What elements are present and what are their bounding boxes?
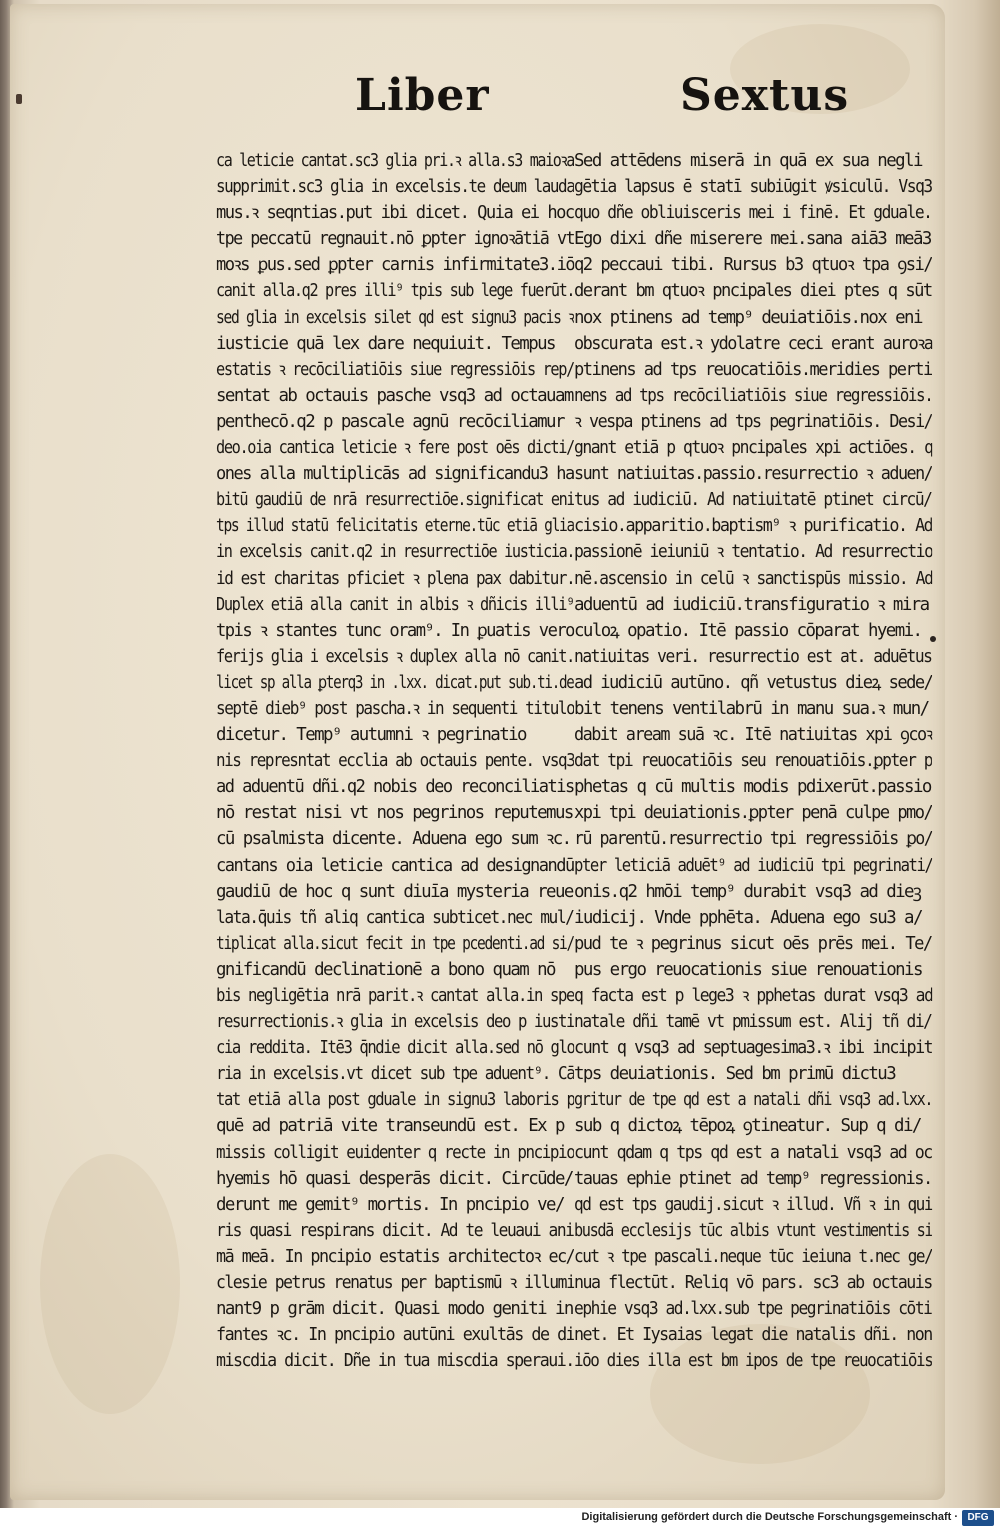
text-line: sed glia in excelsis silet qd est signu3 pacis ꝛ: [216, 307, 574, 328]
text-line: iōo dies illa est bm ipos de tpe reuocatiōis: [574, 1351, 932, 1372]
text-line: ferijs glia i excelsis ꝛ duplex alla nō canit.: [216, 646, 574, 667]
text-line: pus ergo reuocationis siue renouationis: [574, 959, 922, 980]
text-line: gritur de tpe qd est a natali dñi vsq3 ad.lxx.: [574, 1090, 932, 1111]
text-line: mus.ꝛ seqntias.put ibi dicet. Quia ei hoc: [216, 203, 574, 224]
text-line: in excelsis canit.q2 in resurrectiōe iusticia.: [216, 542, 574, 563]
text-line: cantans oia leticie cantica ad designandū: [216, 855, 574, 876]
text-line: ꝛ vespa ptinens ad tps pegrinatiōis. Desi/: [574, 411, 932, 432]
running-head-left: Liber: [355, 70, 490, 121]
text-line: dabit aream suā ꝛc. Itē natiuitas xpi ꝯcoꝛ: [574, 725, 933, 746]
text-line: iudicij. Vnde pphēta. Aduena ego su3 a/: [574, 907, 922, 928]
text-line: ca leticie cantat.sc3 glia pri.ꝛ alla.s3 maioꝛa: [216, 151, 574, 171]
dfg-logo: DFG: [962, 1510, 994, 1526]
text-line: gaudiū de hoc q sunt diuīa mysteria reue: [216, 881, 573, 902]
text-line: tps illud statū felicitatis eterne.tūc etiā glia: [216, 516, 574, 537]
text-line: Ego dixi dñe miserere mei.sana aiā3 meā3: [574, 229, 931, 250]
text-line: quē ad patriā vite transeundū est. Ex p: [216, 1116, 564, 1137]
funding-credit: Digitalisierung gefördert durch die Deutsche Forschungsgemeinschaft ·: [581, 1511, 958, 1523]
text-line: ones alla multiplicās ad significandu3 ha: [216, 464, 574, 485]
text-line: natale dñi tamē vt pmissum est. Alij tñ di/: [574, 1012, 932, 1033]
text-line: nant9 p grām dicit. Quasi modo geniti in: [216, 1299, 573, 1320]
text-line: natiuitas veri. resurrectio est at. aduētus: [574, 646, 932, 667]
running-head: [0, 70, 1000, 130]
text-line: tps deuiationis. Sed bm primū dictu3: [574, 1064, 896, 1085]
text-line: ris quasi respirans dicit. Ad te leuaui ani: [216, 1220, 574, 1241]
text-line: canit alla.q2 pres illi⁹ tpis sub lege fuerūt.: [216, 281, 574, 302]
text-line: qd est tps gaudij.sicut ꝛ illud. Vñ ꝛ in qui: [574, 1194, 933, 1215]
text-line: dat tpi reuocatiōis seu renouatiōis.ꝑpter p: [574, 751, 932, 772]
left-text-column: [216, 148, 574, 1374]
text-line: septē dieb⁹ post pascha.ꝛ in sequenti titulo: [216, 698, 575, 719]
text-line: clesie petrus renatus per baptismū ꝛ illumi: [216, 1273, 575, 1294]
text-line: sunt natiuitas.passio.resurrectio ꝛ aduen/: [574, 464, 932, 485]
text-line: tpis ꝛ stantes tunc oram⁹. In ꝑuatis vero: [216, 620, 574, 641]
text-line: cia reddita. Itē3 q̄ndie dicit alla.sed nō glo: [216, 1038, 575, 1059]
text-line: miscdia dicit. Dñe in tua miscdia speraui.: [216, 1351, 574, 1372]
text-line: aduentū ad iudiciū.transfiguratio ꝛ mira: [574, 594, 929, 615]
text-line: fantes ꝛc. In pncipio autūni exultās de di: [216, 1325, 574, 1346]
text-line: ria in excelsis.vt dicet sub tpe aduent⁹. Cā: [216, 1064, 574, 1085]
text-line: hyemis hō quasi desperās dicit. Circūde/: [216, 1168, 573, 1189]
text-line: deo.oia cantica leticie ꝛ fere post oēs dicti/: [216, 438, 574, 459]
text-line: pter leticiā aduēt⁹ ad iudiciū tpi pegrinati/: [574, 855, 933, 876]
text-line: onis.q2 hmōi temp⁹ durabit vsq3 ad dieꝫ: [574, 881, 921, 902]
text-line: q2 peccaui tibi. Rursus b3 qtuoꝛ tpa ꝯsi/: [574, 255, 932, 276]
text-line: penthecō.q2 p pascale agnū recōciliamur: [216, 411, 564, 432]
text-line: moꝛs ꝑus.sed ꝑpter carnis infirmitate3.iō: [216, 255, 575, 276]
text-line: obscurata est.ꝛ ydolatre ceci erant auroꝛa: [574, 333, 933, 354]
text-line: cisio.apparitio.baptism⁹ ꝛ purificatio. Ad: [574, 516, 932, 537]
text-line: Duplex etiā alla canit in albis ꝛ dñicis illi⁹: [216, 594, 574, 615]
text-line: nō restat nisi vt nos pegrinos reputemus: [216, 803, 573, 824]
text-line: Sed attēdens miserā in quā ex sua negli: [574, 151, 922, 171]
text-line: derunt me gemit⁹ mortis. In pncipio ve/: [216, 1194, 564, 1215]
text-line: phetas q cū multis modis pdixerūt.passio: [574, 777, 931, 798]
text-line: licet sp alla ꝑterq3 in .lxx. dicat.put sub.ti.de: [216, 672, 574, 693]
text-line: bit tenens ventilabrū in manu sua.ꝛ mun/: [574, 698, 929, 719]
text-line: nua flectūt. Reliq vō pars. sc3 ab octauis: [574, 1273, 932, 1294]
margin-mark: [930, 636, 936, 642]
text-line: net. Et Iysaias legat die natalis dñi. non: [574, 1325, 932, 1346]
text-line: gnificandū declinationē a bono quam nō: [216, 959, 555, 980]
text-line: quo dñe obliuisceris mei i finē. Et gduale.: [574, 203, 932, 224]
right-text-column: [574, 148, 932, 1374]
footer-bar: [0, 1508, 1000, 1529]
text-line: cū psalmista dicente. Aduena ego sum ꝛc.: [216, 829, 571, 850]
text-line: bitū gaudiū de nrā resurrectiōe.significat eni: [216, 490, 574, 511]
text-line: gētia lapsus ē statī subiūgit ꝟsiculū. Vsq3: [574, 177, 932, 198]
text-line: passionē ieiuniū ꝛ tentatio. Ad resurrectio: [574, 542, 933, 563]
text-line: supprimit.sc3 glia in excelsis.te deum lauda: [216, 177, 574, 198]
text-line: ad iudiciū autūno. qñ vetustus dieꝝ sede/: [574, 672, 933, 693]
text-line: nens ad tps recōciliatiōis siue regressiōis.: [574, 385, 932, 406]
text-line: gnant etiā p qtuoꝛ pncipales xpi actiōes. q: [574, 438, 933, 459]
text-line: tpe peccatū regnauit.nō ꝑpter ignoꝛātiā vt: [216, 229, 575, 250]
text-line: ephie vsq3 ad.lxx.sub tpe pegrinatiōis cōti: [574, 1299, 932, 1320]
text-line: ptinens ad tps reuocatiōis.meridies perti: [574, 359, 932, 380]
text-line: tiplicat alla.sicut fecit in tpe pcedenti.ad si/: [216, 933, 574, 954]
text-line: nox ptinens ad temp⁹ deuiatiōis.nox eni: [574, 307, 922, 328]
text-line: bis negligētia nrā parit.ꝛ cantat alla.in spe: [216, 986, 574, 1006]
paper-stain: [40, 1154, 180, 1414]
text-line: sub q dictoꝝ tēpoꝝ ꝯtineatur. Sup q di/: [574, 1116, 921, 1137]
text-line: tauas ephie ptinet ad temp⁹ regressionis.: [574, 1168, 932, 1189]
text-line: cunt qdam q tps qd est a natali vsq3 ad oc: [574, 1142, 932, 1163]
text-line: nē.ascensio in celū ꝛ sanctispūs missio. Ad: [574, 568, 933, 589]
text-line: tus ad iudiciū. Ad natiuitatē ptinet circū/: [574, 490, 932, 511]
text-line: estatis ꝛ recōciliatiōis siue regressiōis rep/: [216, 359, 574, 380]
text-line: tat etiā alla post gduale in signu3 laboris p: [216, 1090, 575, 1111]
text-line: sentat ab octauis pasche vsq3 ad octauam: [216, 385, 573, 406]
text-line: mā meā. In pncipio estatis architectoꝛ ec/: [216, 1246, 574, 1267]
text-line: cut ꝛ tpe pascali.neque tūc ieiuna t.nec ge/: [574, 1246, 933, 1267]
text-line: resurrectionis.ꝛ glia in excelsis deo p iusti: [216, 1012, 574, 1033]
text-line: xpi tpi deuiationis.ꝑpter penā culpe pmo/: [574, 803, 932, 824]
text-line: rū parentū.resurrectio tpi regressiōis ꝑo/: [574, 829, 933, 850]
text-line: derant bm qtuoꝛ pncipales diei ptes q sūt: [574, 281, 932, 302]
text-line: id est charitas pficiet ꝛ plena pax dabitur.: [216, 568, 575, 589]
text-line: busdā ecclesijs tūc albis vtunt vestimentis si: [574, 1220, 932, 1241]
text-line: q facta est p lege3 ꝛ pphetas durat vsq3 ad: [574, 986, 933, 1006]
text-line: iusticie quā lex dare nequiuit. Tempus: [216, 333, 555, 354]
text-line: dicetur. Temp⁹ autumni ꝛ pegrinatio: [216, 725, 526, 746]
text-line: pud te ꝛ pegrinus sicut oēs prēs mei. Te/: [574, 933, 932, 954]
text-line: culoꝝ opatio. Itē passio cōparat hyemi.: [574, 620, 922, 641]
text-line: lata.q̄uis tñ aliq cantica subticet.nec mul/: [216, 907, 574, 928]
text-line: nis represntat ecclia ab octauis pente. vsq3: [216, 751, 574, 772]
text-line: missis colligit euidenter q recte in pncipio: [216, 1142, 574, 1163]
text-line: cunt q vsq3 ad septuagesima3.ꝛ ibi incipit: [574, 1038, 932, 1059]
running-head-right: Sextus: [680, 70, 850, 121]
text-line: ad aduentū dñi.q2 nobis deo reconciliatis: [216, 777, 574, 798]
